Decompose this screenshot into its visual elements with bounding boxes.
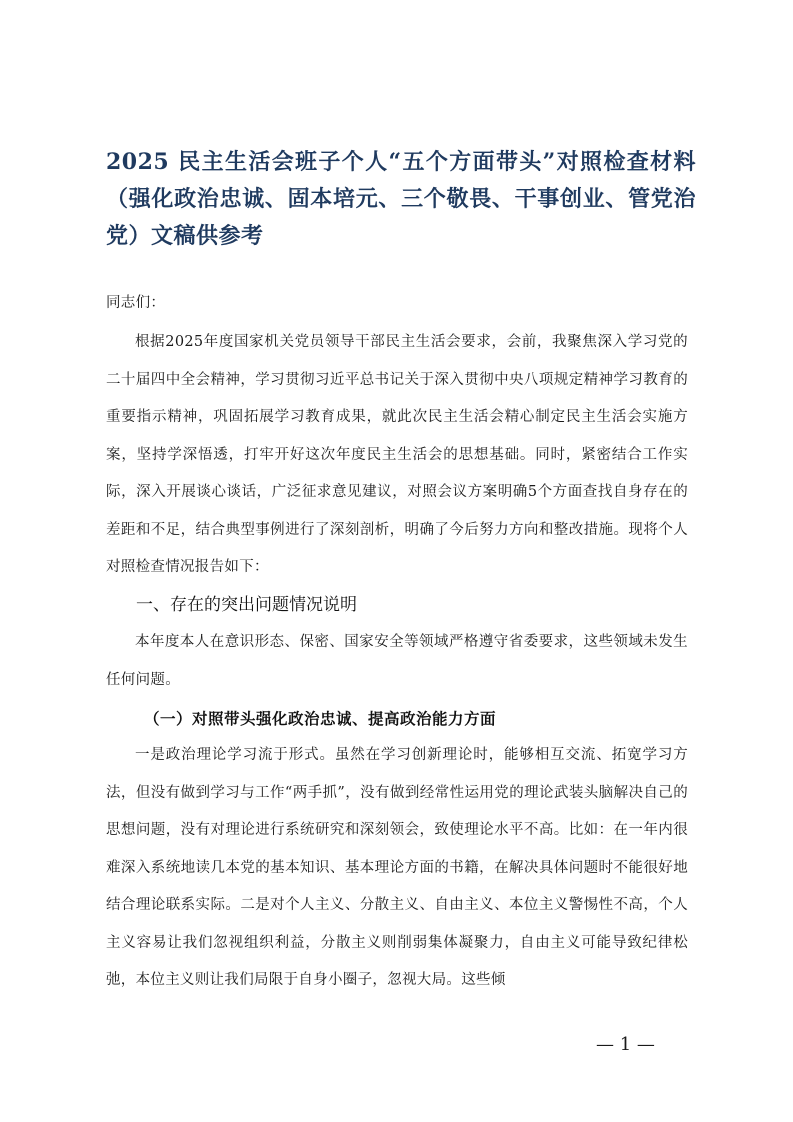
subsection-body-paragraph: 一是政治理论学习流于形式。虽然在学习创新理论时，能够相互交流、拓宽学习方法，但没有做到学习与工作“两手抓”，没有做到经常性运用党的理论武装头脑解决自己的思想问题，没有对理论进行系统研究和深刻领会，致使理论水平不高。比如：在一年内很难深入系统地读几本党的基本知识、基本理论方面的书籍，在解决具体问题时不能很好地结合理论联系实际。二是对个人主义、分散主义、自由主义、本位主义警惕性不高，个人主义容易让我们忽视组织利益，分散主义则削弱集体凝聚力，自由主义可能导致纪律松弛，本位主义则让我们局限于自身小圈子，忽视大局。这些倾 bbox=[106, 747, 688, 988]
section-intro-paragraph: 本年度本人在意识形态、保密、国家安全等领域严格遵守省委要求，这些领域未发生任何问题。 bbox=[106, 634, 688, 688]
document-title: 2025 民主生活会班子个人“五个方面带头”对照检查材料（强化政治忠诚、固本培元、三个敬畏、干事创业、管党治党）文稿供参考 bbox=[106, 149, 696, 249]
page-number: — 1 — bbox=[596, 1034, 655, 1055]
section-heading-problems: 一、存在的突出问题情况说明 bbox=[136, 595, 357, 615]
intro-paragraph: 根据2025年度国家机关党员领导干部民主生活会要求，会前，我聚焦深入学习党的二十届四中全会精神，学习贯彻习近平总书记关于深入贯彻中央八项规定精神学习教育的重要指示精神，巩固拓展学习教育成果，就此次民主生活会精心制定民主生活会实施方案，坚持学深悟透，打牢开好这次年度民主生活会的思想基础。同时，紧密结合工作实际，深入开展谈心谈话，广泛征求意见建议，对照会议方案明确5个方面查找自身存在的差距和不足，结合典型事例进行了深刻剖析，明确了今后努力方向和整改措施。现将个人对照检查情况报告如下： bbox=[106, 334, 688, 575]
salutation: 同志们： bbox=[106, 295, 166, 311]
subsection-heading-political-loyalty: （一）对照带头强化政治忠诚、提高政治能力方面 bbox=[144, 709, 497, 728]
